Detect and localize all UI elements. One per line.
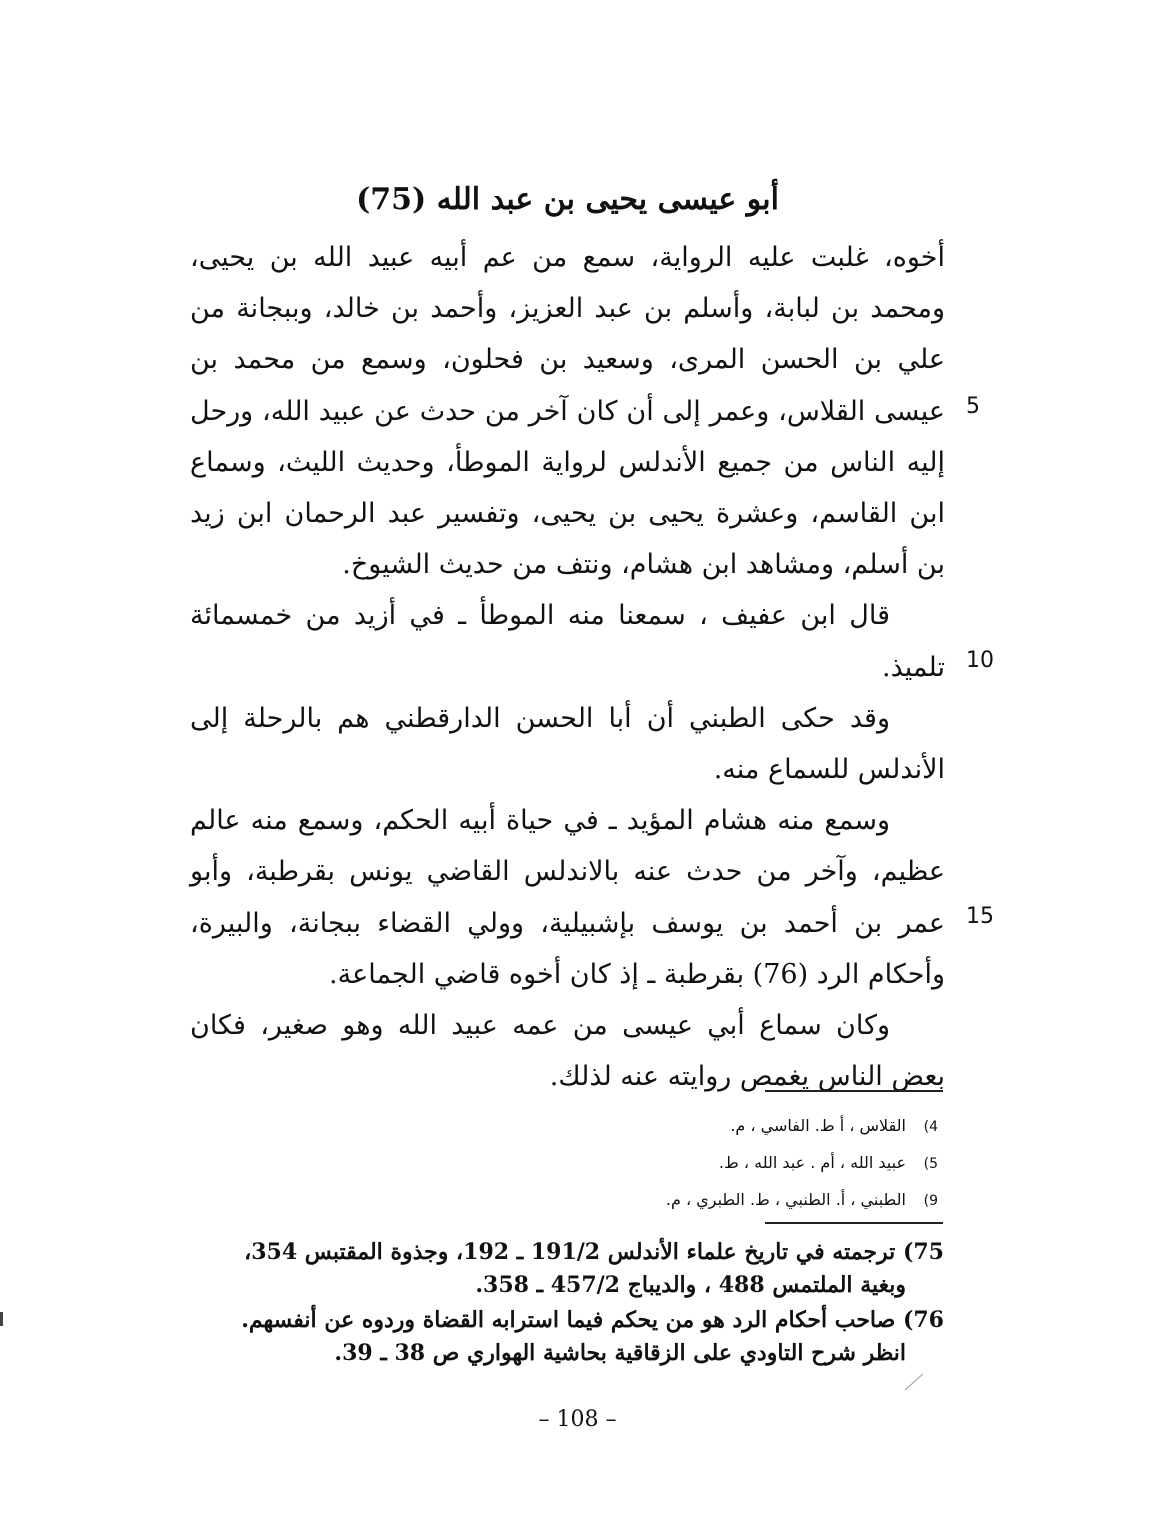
section-title: أبو عيسى يحيى بن عبد الله (75) (356, 182, 779, 217)
line-number-10: 10 (966, 648, 994, 673)
scan-edge-mark (0, 1312, 3, 1326)
page-number: – 108 – (538, 1407, 617, 1432)
variant-note (520, 1182, 938, 1219)
main-text (190, 232, 945, 1102)
paragraph-3: وقد حكى الطبني أن أبا الحسن الدارقطني هم بالرحلة إلى الأندلس للسماع منه. (190, 702, 945, 786)
variant-note-number: 4) (923, 1119, 938, 1135)
variant-note-text: القلاس ، أ ط. الفاسي ، م. (730, 1116, 906, 1135)
variant-note (520, 1145, 938, 1182)
variant-note-number: 5) (923, 1156, 938, 1172)
paragraph-1: أخوه، غلبت عليه الرواية، سمع من عم أبيه عبيد الله بن يحيى، ومحمد بن لبابة، وأسلم بن عبد العزيز، وأحمد بن خالد، وببجانة من علي بن الحسن المرى، وسعيد بن فحلون، وسمع من محمد بن عيسى القلاس، وعمر إلى أن كان آخر من حدث عن عبيد الله، ورحل إليه الناس من جميع الأندلس لرواية الموطأ، وحديث الليث، وسماع ابن القاسم، وعشرة يحيى بن يحيى، وتفسير عبد الرحمان ابن زيد بن أسلم، ومشاهد ابن هشام، ونتف من حديث الشيوخ. (190, 242, 945, 581)
variant-note-text: عبيد الله ، أم . عبد الله ، ط. (718, 1153, 906, 1172)
paragraph-2: قال ابن عفيف ، سمعنا منه الموطأ ـ في أزيد من خمسمائة تلميذ. (190, 600, 945, 683)
footnotes (196, 1236, 944, 1372)
paragraph-4: وسمع منه هشام المؤيد ـ في حياة أبيه الحكم، وسمع منه عالم عظيم، وآخر من حدث عنه بالاندلس القاضي يونس بقرطبة، وأبو عمر بن أحمد بن يوسف بإشبيلية، وولي القضاء ببجانة، والبيرة، وأحكام الرد (76) بقرطبة ـ إذ كان أخوه قاضي الجماعة. (190, 805, 945, 990)
variant-note (520, 1108, 938, 1145)
variant-note-text: الطبني ، أ. الطنبي ، ط. الطبري ، م. (665, 1190, 906, 1209)
pen-mark-icon (903, 1370, 927, 1392)
paragraph-5: وكان سماع أبي عيسى من عمه عبيد الله وهو صغير، فكان بعض الناس يغمص روايته عنه لذلك. (190, 1010, 945, 1093)
variant-note-number: 9) (923, 1193, 938, 1209)
line-number-5: 5 (966, 394, 980, 419)
footnote-76: 76) صاحب أحكام الرد هو من يحكم فيما استرابه القضاة وردوه عن أنفسهم. انظر شرح التاودي على الزقاقية بحاشية الهواري ص 38 ـ 39. (241, 1307, 944, 1366)
variant-notes (520, 1108, 938, 1219)
footnote-divider-bottom (765, 1222, 943, 1224)
footnote-divider-top (765, 1090, 943, 1092)
footnote-75: 75) ترجمته في تاريخ علماء الأندلس 191/2 ـ 192، وجذوة المقتبس 354، وبغية الملتمس 488 ، والديباج 457/2 ـ 358. (244, 1239, 944, 1298)
line-number-15: 15 (966, 904, 994, 929)
